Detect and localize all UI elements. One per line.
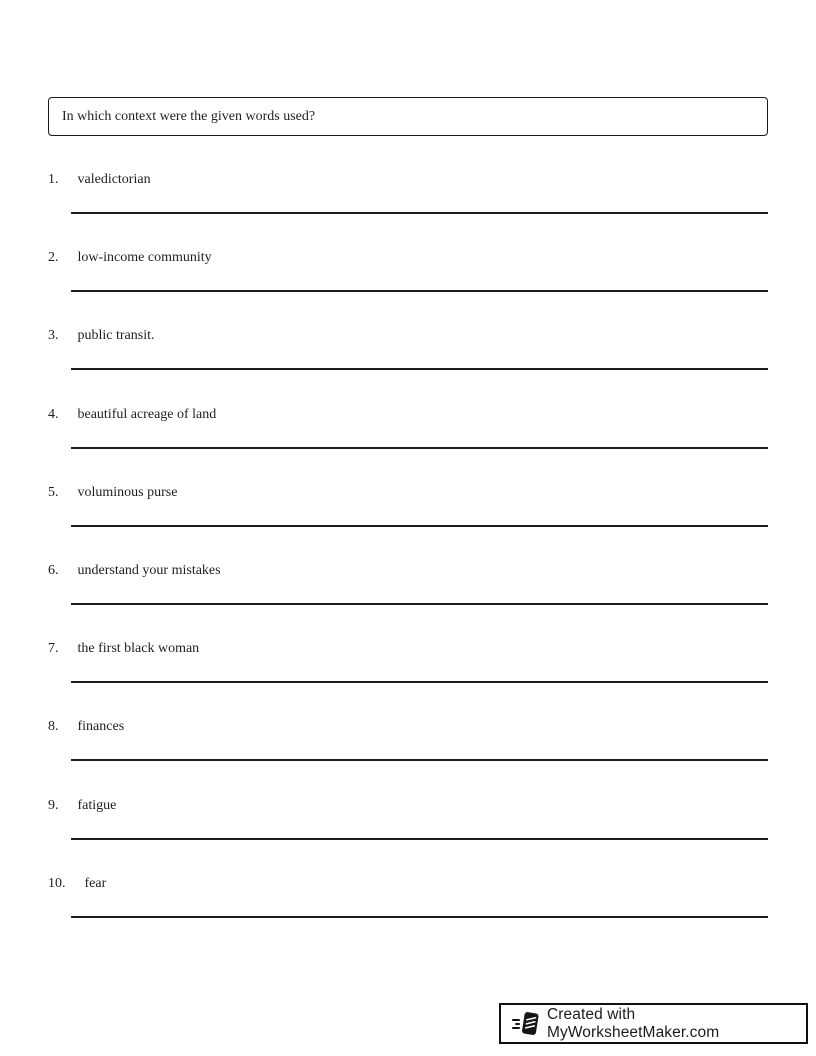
worksheet-item (0, 551, 816, 629)
prompt-box (48, 97, 768, 136)
answer-line (71, 290, 768, 292)
item-number: 8. (48, 719, 59, 735)
item-phrase: the first black woman (77, 641, 200, 657)
worksheet-item (0, 238, 816, 316)
item-number: 10. (48, 875, 66, 891)
item-number: 6. (48, 562, 59, 578)
item-number: 3. (48, 328, 59, 344)
prompt-text: In which context were the given words used? (62, 108, 316, 124)
item-phrase: beautiful acreage of land (77, 406, 217, 422)
item-row (48, 407, 768, 423)
item-phrase: low-income community (77, 250, 212, 266)
item-row (48, 250, 768, 266)
answer-line (71, 759, 768, 761)
item-row (48, 563, 768, 579)
worksheet-logo-icon (511, 1009, 540, 1038)
worksheet-item (0, 786, 816, 864)
item-phrase: valedictorian (77, 172, 151, 187)
item-number: 9. (48, 797, 59, 813)
created-with-text: Created with MyWorksheetMaker.com (547, 1005, 720, 1041)
item-number: 2. (48, 250, 59, 266)
item-row (48, 328, 768, 344)
item-row (48, 798, 768, 814)
item-number: 1. (48, 172, 59, 187)
item-number: 4. (48, 406, 59, 422)
worksheet-item (0, 707, 816, 785)
item-phrase: understand your mistakes (77, 562, 221, 578)
item-row (48, 641, 768, 657)
item-phrase: fear (84, 875, 107, 891)
worksheet-item (0, 160, 816, 238)
worksheet-item (0, 316, 816, 394)
worksheet-item (0, 395, 816, 473)
item-row (48, 172, 768, 188)
item-row (48, 876, 768, 892)
answer-line (71, 838, 768, 840)
answer-line (71, 603, 768, 605)
item-phrase: fatigue (77, 797, 117, 813)
answer-line (71, 368, 768, 370)
answer-line (71, 681, 768, 683)
answer-line (71, 212, 768, 214)
item-number: 7. (48, 641, 59, 657)
created-with-badge[interactable] (499, 1003, 808, 1044)
worksheet-item (0, 864, 816, 942)
worksheet-item (0, 473, 816, 551)
item-number: 5. (48, 484, 59, 500)
item-row (48, 719, 768, 735)
item-phrase: finances (77, 719, 125, 735)
answer-line (71, 525, 768, 527)
answer-line (71, 447, 768, 449)
items-list (0, 160, 816, 942)
item-phrase: voluminous purse (77, 484, 178, 500)
item-phrase: public transit. (77, 328, 155, 344)
item-row (48, 485, 768, 501)
worksheet-item (0, 629, 816, 707)
answer-line (71, 916, 768, 918)
